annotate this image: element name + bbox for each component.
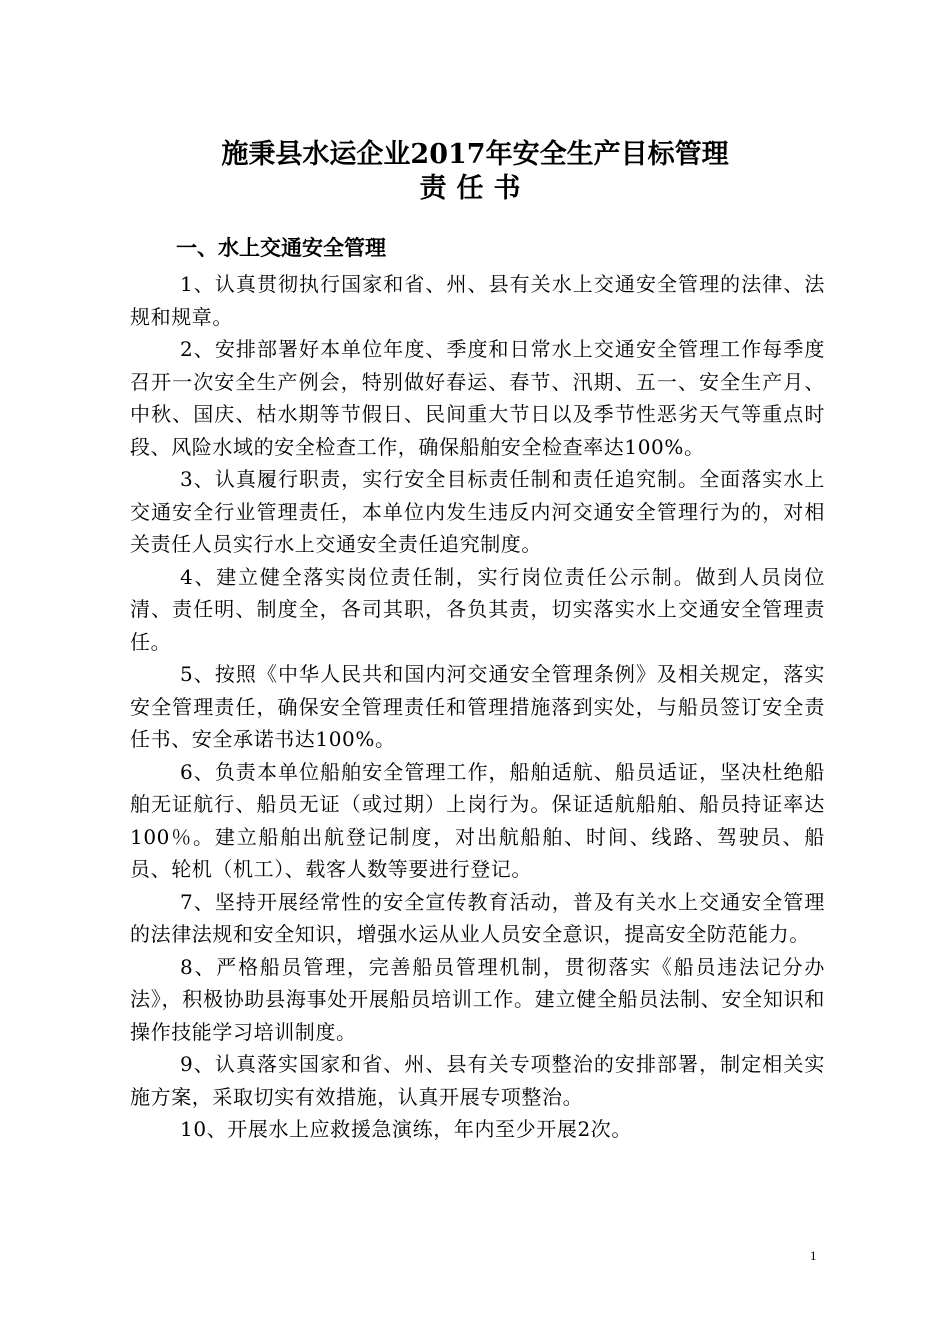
- body-text: [130, 268, 825, 1146]
- page-number: 1: [810, 1248, 817, 1263]
- paragraph-5: 5、按照《中华人民共和国内河交通安全管理条例》及相关规定，落实安全管理责任，确保安全管理责任和管理措施落到实处，与船员签订安全责任书、安全承诺书达100%。: [130, 662, 825, 751]
- paragraph-1: 1、认真贯彻执行国家和省、州、县有关水上交通安全管理的法律、法规和规章。: [130, 272, 825, 329]
- document-title: 施秉县水运企业2017年安全生产目标管理: [221, 139, 729, 170]
- section-heading: 一、水上交通安全管理: [176, 235, 386, 260]
- paragraph-4: 4、建立健全落实岗位责任制，实行岗位责任公示制。做到人员岗位清、责任明、制度全，各司其职，各负其责，切实落实水上交通安全管理责任。: [130, 564, 825, 654]
- paragraph-3: 3、认真履行职责，实行安全目标责任制和责任追究制。全面落实水上交通安全行业管理责任，本单位内发生违反内河交通安全管理行为的，对相关责任人员实行水上交通安全责任追究制度。: [130, 467, 825, 556]
- paragraph-8: 8、严格船员管理，完善船员管理机制，贯彻落实《船员违法记分办法》，积极协助县海事处开展船员培训工作。建立健全船员法制、安全知识和操作技能学习培训制度。: [130, 954, 825, 1044]
- paragraph-6: 6、负责本单位船舶安全管理工作，船舶适航、船员适证，坚决杜绝船舶无证航行、船员无证（或过期）上岗行为。保证适航船舶、船员持证率达100％。建立船舶出航登记制度，对出航船舶、时间、线路、驾驶员、船员、轮机（机工）、载客人数等要进行登记。: [130, 759, 825, 881]
- paragraph-7: 7、坚持开展经常性的安全宣传教育活动，普及有关水上交通安全管理的法律法规和安全知识，增强水运从业人员安全意识，提高安全防范能力。: [130, 889, 825, 946]
- paragraph-9: 9、认真落实国家和省、州、县有关专项整治的安排部署，制定相关实施方案，采取切实有效措施，认真开展专项整治。: [130, 1052, 825, 1109]
- paragraph-10: 10、开展水上应救援急演练，年内至少开展2次。: [180, 1117, 632, 1141]
- document-subtitle: 责任书: [419, 173, 531, 204]
- paragraph-2: 2、安排部署好本单位年度、季度和日常水上交通安全管理工作每季度召开一次安全生产例会，特别做好春运、春节、汛期、五一、安全生产月、中秋、国庆、枯水期等节假日、民间重大节日以及季节性恶劣天气等重点时段、风险水域的安全检查工作，确保船舶安全检查率达100%。: [130, 337, 825, 459]
